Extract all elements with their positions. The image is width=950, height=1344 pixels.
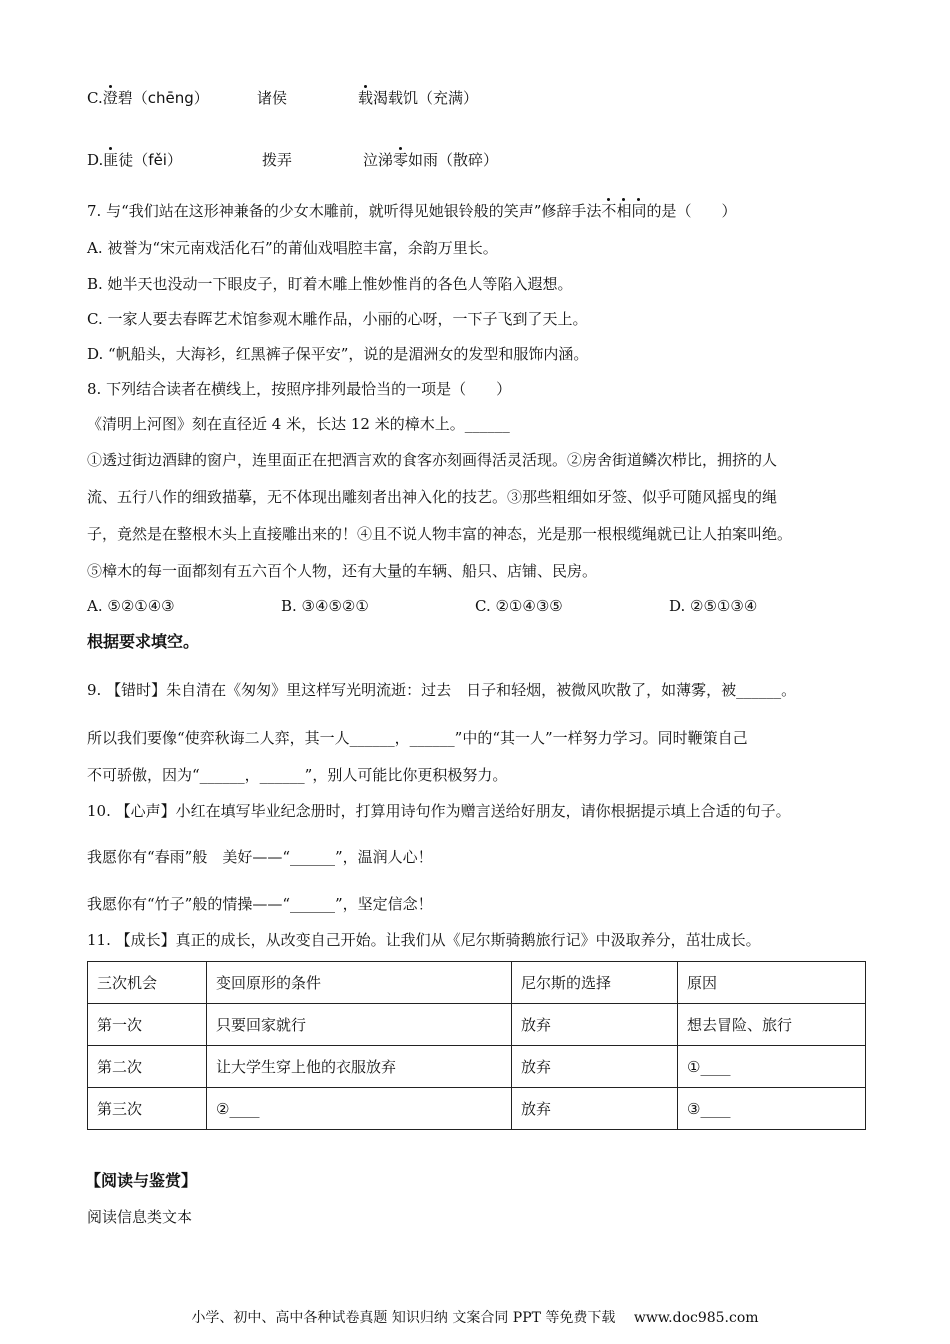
table-cell: ③____ [678,1088,866,1130]
table-cell: 只要回家就行 [207,1004,512,1046]
table-cell: 让大学生穿上他的衣服放弃 [207,1046,512,1088]
option-word: 诸侯 [257,89,288,107]
page-footer: 小学、初中、高中各种试卷真题 知识归纳 文案合同 PPT 等免费下载 www.doc985.com [191,1310,759,1326]
q7-stem [87,201,736,221]
table-row [88,1088,866,1130]
q8-passage-line: ①透过街边酒肆的窗户，连里面正在把酒言欢的食客亦刻画得活灵活现。②房舍街道鳞次栉比，拥挤的人 [87,451,778,469]
q11-table [87,961,866,1130]
q8-passage-line: 子，竟然是在整根木头上直接雕出来的！④且不说人物丰富的神态，光是那一根根缆绳就已让人拍案叫绝。 [87,525,793,543]
option-phrase [363,150,498,170]
q7-option-a: A. 被誉为“宋元南戏活化石”的莆仙戏唱腔丰富，余韵万里长。 [87,239,498,257]
section-title-reading: 【阅读与鉴赏】 [85,1171,198,1190]
dotted-char: 澄 [102,89,118,107]
q8-stem: 8. 下列结合读者在横线上，按照序排列最恰当的一项是（ ） [87,380,512,398]
dotted-char: 相 [616,202,632,220]
q8-option-c: C. ②①④③⑤ [475,597,563,615]
table-cell: 想去冒险、旅行 [678,1004,866,1046]
option-label: C. [87,89,103,107]
table-cell: 放弃 [512,1046,678,1088]
q6-option-c [87,88,887,108]
dotted-char: 同 [631,202,647,220]
q8-passage-line: 流、五行八作的细致描摹，无不体现出雕刻者出神入化的技艺。③那些粗细如牙签、似乎可随风摇曳的绳 [87,488,778,506]
q11-stem: 11. 【成长】真正的成长，从改变自己开始。让我们从《尼尔斯骑鹅旅行记》中汲取养分，茁壮成长。 [87,931,761,949]
q9-line: 9. 【错时】朱自清在《匆匆》里这样写光明流逝：过去 日子和轻烟，被微风吹散了，如薄雾，被______。 [87,681,797,699]
table-header-cell: 三次机会 [88,962,207,1004]
table-cell: 放弃 [512,1004,678,1046]
option-text: 碧 [117,89,133,107]
pinyin: （chēng） [132,89,209,107]
table-cell: ①____ [678,1046,866,1088]
q10-stem: 10. 【心声】小红在填写毕业纪念册时，打算用诗句作为赠言送给好朋友，请你根据提示填上合适的句子。 [87,802,791,820]
table-cell: 第三次 [88,1088,207,1130]
phrase-text: 渴载饥（充满） [373,89,479,107]
q7-option-d: D. “帆船头，大海衫，红黑裤子保平安”，说的是湄洲女的发型和服饰内涵。 [87,345,589,363]
q9-line: 所以我们要像“使弈秋诲二人弈，其一人______，______”中的“其一人”一样努力学习。同时鞭策自己 [87,729,748,747]
table-row [88,1046,866,1088]
pinyin: （fěi） [133,151,182,169]
q10-line: 我愿你有“春雨”般 美好——“______”，温润人心！ [87,848,433,866]
q8-option-b: B. ③④⑤②① [281,597,369,615]
q10-line: 我愿你有“竹子”般的情操——“______”，坚定信念！ [87,895,433,913]
q6-option-d [87,150,887,170]
q8-passage-intro: 《清明上河图》刻在直径近 4 米，长达 12 米的樟木上。______ [87,415,510,433]
reading-subtitle: 阅读信息类文本 [87,1208,193,1226]
dotted-char: 载 [358,89,374,107]
table-cell: 第二次 [88,1046,207,1088]
table-row [88,1004,866,1046]
q7-option-b: B. 她半天也没动一下眼皮子，盯着木雕上惟妙惟肖的各色人等陷入遐想。 [87,275,573,293]
q7-option-c: C. 一家人要去春晖艺术馆参观木雕作品，小丽的心呀，一下子飞到了天上。 [87,310,588,328]
option-phrase [358,88,478,108]
q9-line: 不可骄傲，因为“______，______”，别人可能比你更积极努力。 [87,766,508,784]
table-header-row [88,962,866,1004]
table-header-cell: 变回原形的条件 [207,962,512,1004]
option-text: 徒 [118,151,134,169]
section-title-fill: 根据要求填空。 [87,632,200,651]
q8-option-a: A. ⑤②①④③ [87,597,175,615]
table-cell: 放弃 [512,1088,678,1130]
dotted-char: 匪 [103,151,119,169]
option-label: D. [87,151,104,169]
table-header-cell: 尼尔斯的选择 [512,962,678,1004]
phrase-text: 如雨（散碎） [408,151,499,169]
table-cell: 第一次 [88,1004,207,1046]
dotted-char: 零 [393,151,409,169]
q8-passage-line: ⑤樟木的每一面都刻有五六百个人物，还有大量的车辆、船只、店铺、民房。 [87,562,598,580]
stem-text: 7. 与“我们站在这形神兼备的少女木雕前，就听得见她银铃般的笑声”修辞手法 [87,202,602,220]
q8-option-d: D. ②⑤①③④ [669,597,758,615]
table-cell: ②____ [207,1088,512,1130]
dotted-char: 不 [601,202,617,220]
phrase-text: 泣涕 [363,151,394,169]
table-header-cell: 原因 [678,962,866,1004]
option-word: 拨弄 [262,151,293,169]
stem-text: 的是（ ） [646,202,737,220]
